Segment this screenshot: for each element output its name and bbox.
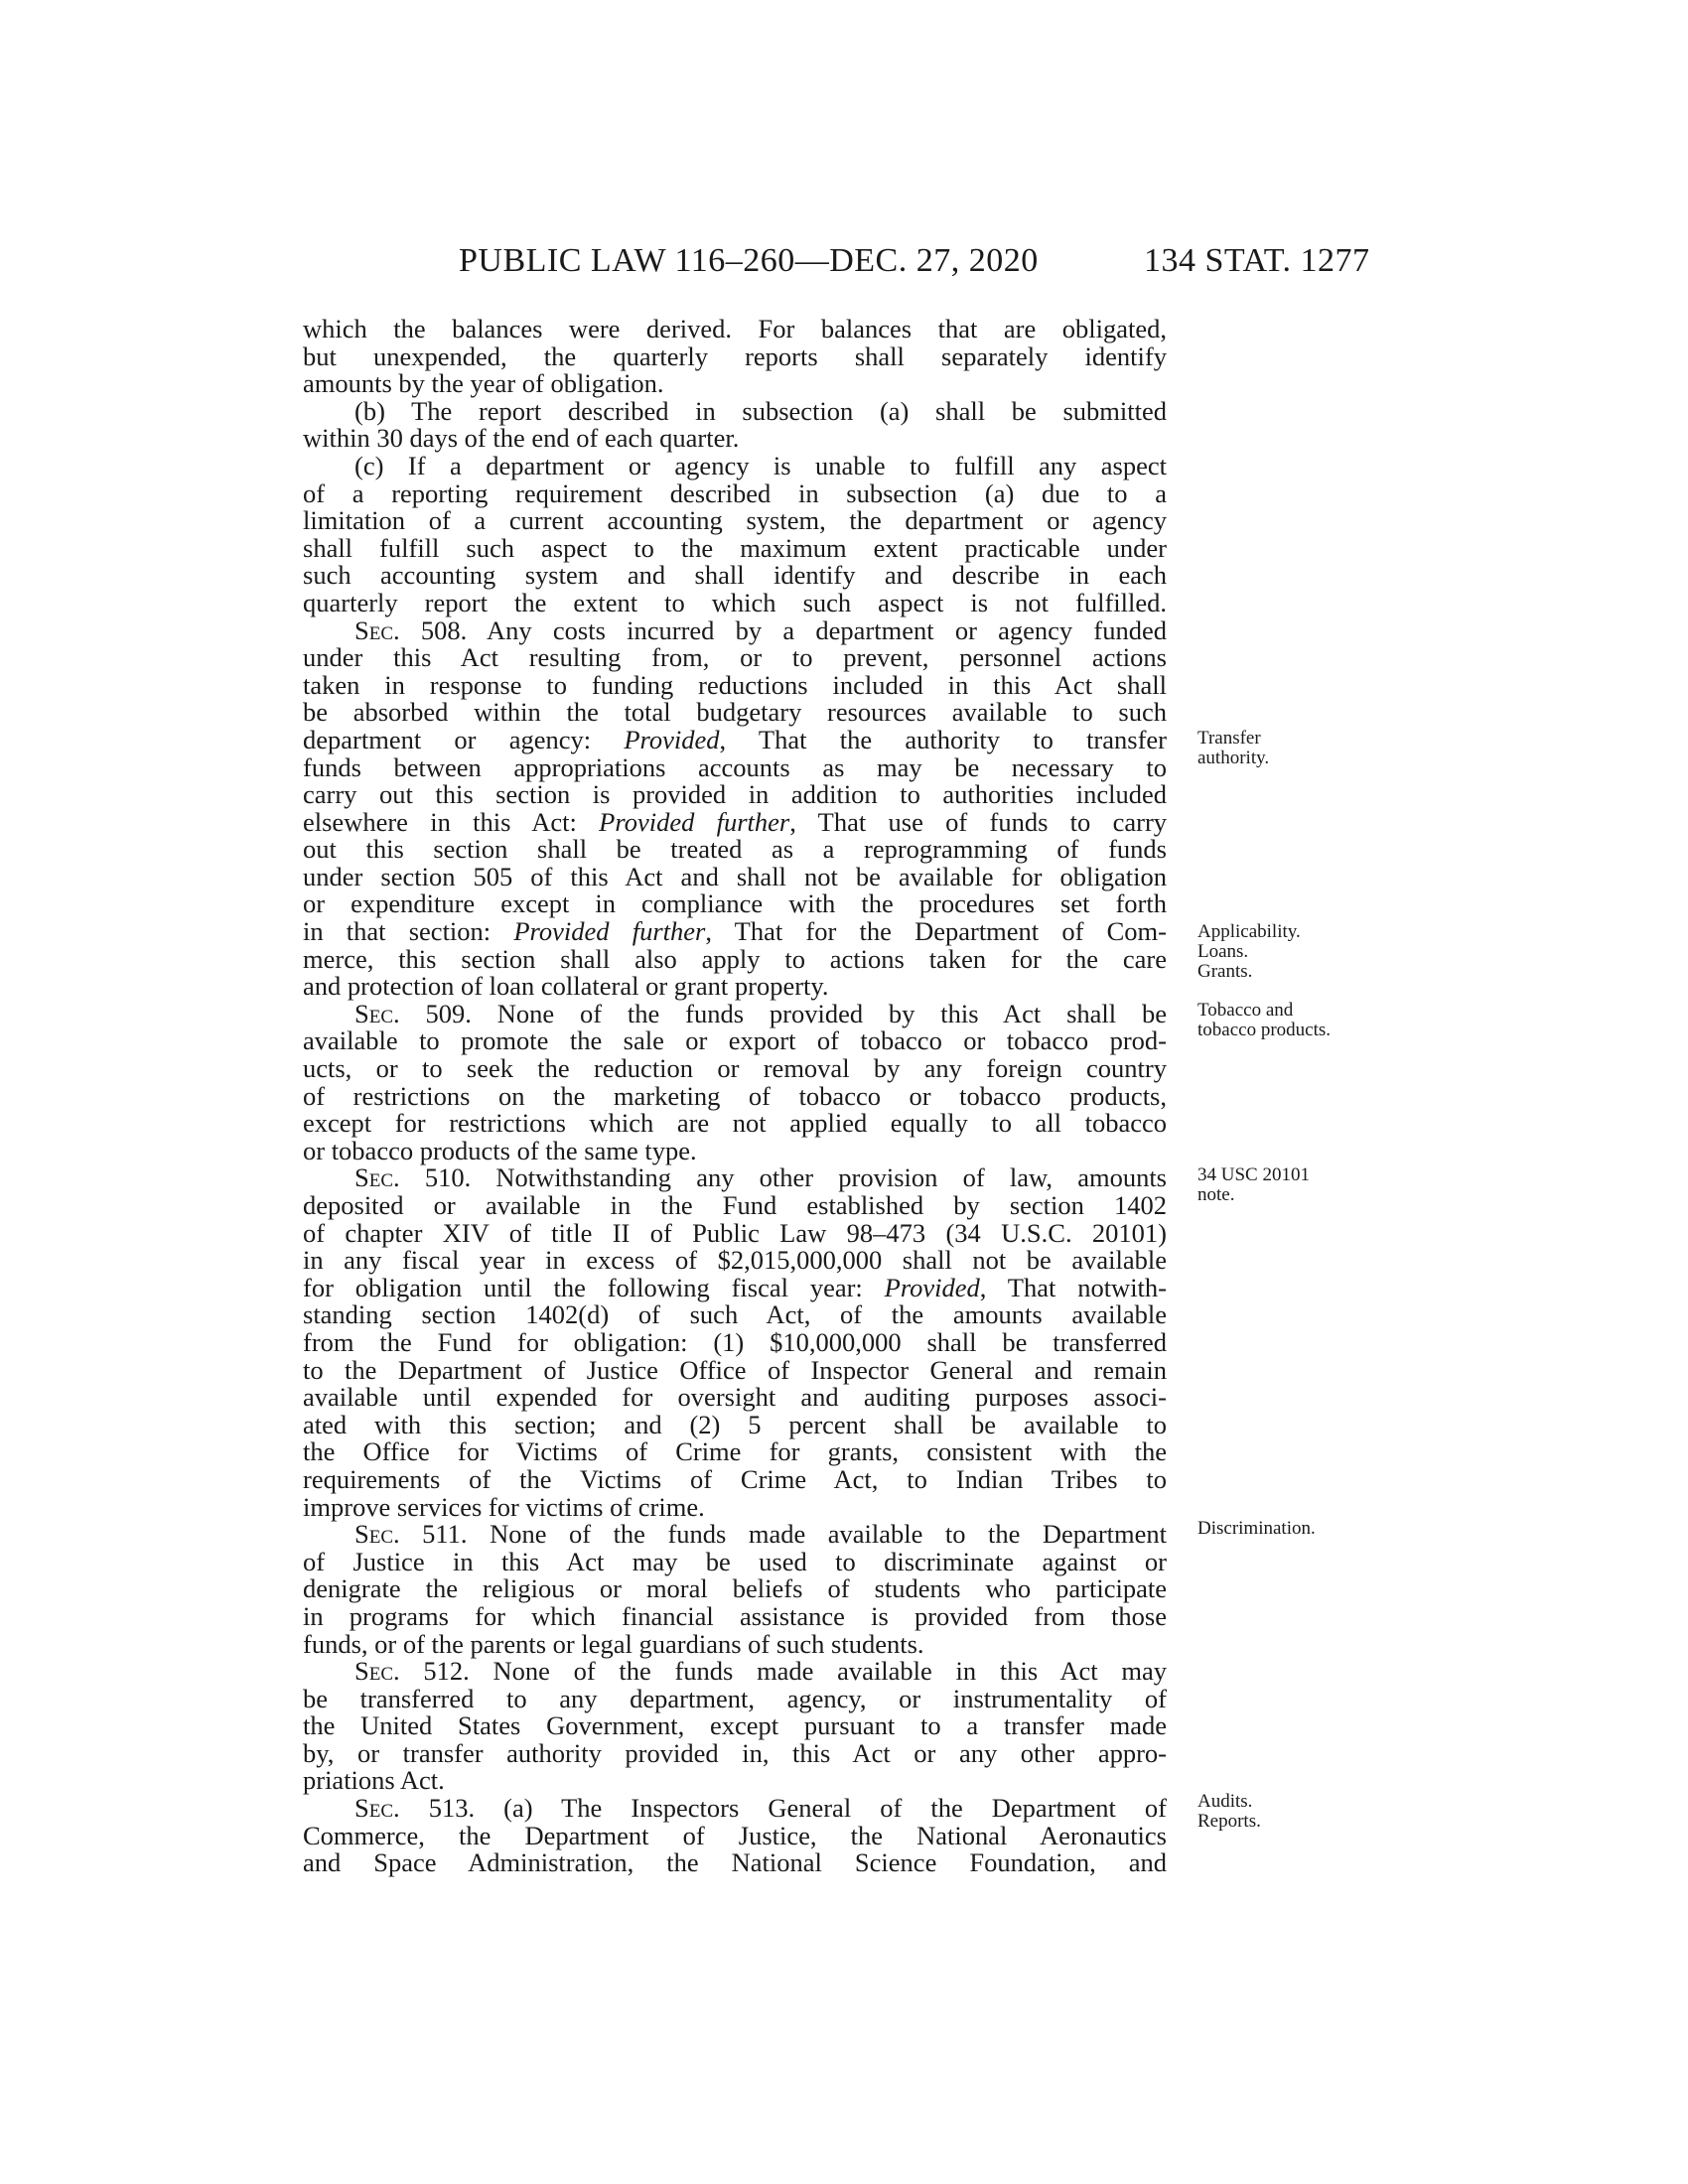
body-line: available to promote the sale or export of tobacco or tobacco prod- (303, 1025, 1167, 1056)
body-line: or expenditure except in compliance with the procedures set forth (303, 888, 1167, 919)
margin-note-grants: Grants. (1197, 961, 1253, 982)
body-line: improve services for victims of crime. (303, 1491, 705, 1522)
body-line: or tobacco products of the same type. (303, 1135, 697, 1165)
margin-note-audits: Audits. (1197, 1791, 1253, 1812)
body-line: standing section 1402(d) of such Act, of the amounts available (303, 1299, 1167, 1330)
body-line: of restrictions on the marketing of tobacco or tobacco products, (303, 1080, 1167, 1111)
body-line: (b) The report described in subsection (a) shall be submitted (354, 395, 1167, 426)
body-line: Sec. 510. Notwithstanding any other provision of law, amounts (354, 1162, 1167, 1193)
body-line: by, or transfer authority provided in, this Act or any other appro- (303, 1737, 1167, 1768)
body-line: which the balances were derived. For balances that are obligated, (303, 314, 1167, 343)
margin-note-note: note. (1197, 1184, 1235, 1205)
body-line: Commerce, the Department of Justice, the National Aeronautics (303, 1820, 1167, 1850)
body-line: limitation of a current accounting system, the department or agency (303, 505, 1167, 536)
body-line: taken in response to funding reductions included in this Act shall (303, 669, 1167, 700)
body-line: in any fiscal year in excess of $2,015,000,000 shall not be available (303, 1245, 1167, 1276)
body-line: shall fulfill such aspect to the maximum extent practicable under (303, 532, 1167, 563)
body-line: the United States Government, except pursuant to a transfer made (303, 1710, 1167, 1741)
body-line: (c) If a department or agency is unable to fulfill any aspect (354, 450, 1167, 480)
body-line: carry out this section is provided in addition to authorities included (303, 779, 1167, 810)
body-line: and Space Administration, the National Science Foundation, and (303, 1847, 1167, 1878)
body-line: and protection of loan collateral or grant property. (303, 971, 829, 1002)
margin-note-discrimination: Discrimination. (1197, 1518, 1316, 1539)
page-header (0, 242, 1688, 288)
body-line: be absorbed within the total budgetary resources available to such (303, 697, 1167, 728)
body-line: Sec. 512. None of the funds made available in this Act may (354, 1656, 1167, 1687)
body-line: department or agency: Provided, That the authority to transfer (303, 724, 1167, 754)
body-line: of a reporting requirement described in subsection (a) due to a (303, 478, 1167, 508)
body-line: Sec. 511. None of the funds made available to the Department (354, 1519, 1167, 1550)
body-line: from the Fund for obligation: (1) $10,000,000 shall be transferred (303, 1326, 1167, 1357)
margin-note-loans: Loans. (1197, 941, 1249, 962)
body-line: elsewhere in this Act: Provided further, That use of funds to carry (303, 806, 1168, 837)
body-line: amounts by the year of obligation. (303, 368, 664, 399)
body-line: ucts, or to seek the reduction or removal by any foreign country (303, 1053, 1167, 1084)
margin-note-authority: authority. (1197, 748, 1270, 768)
page-header-stat-citation: 134 STAT. 1277 (1144, 242, 1370, 279)
body-line: out this section shall be treated as a reprogramming of funds (303, 834, 1167, 865)
body-line: except for restrictions which are not applied equally to all tobacco (303, 1108, 1167, 1139)
body-line: in programs for which financial assistance is provided from those (303, 1600, 1167, 1631)
body-line: funds, or of the parents or legal guardians of such students. (303, 1628, 924, 1659)
body-line: for obligation until the following fiscal year: Provided, That notwith- (303, 1272, 1167, 1302)
body-line: in that section: Provided further, That for the Department of Com- (303, 916, 1167, 947)
margin-note-tobacco-products: tobacco products. (1197, 1020, 1332, 1040)
body-line: priations Act. (303, 1765, 445, 1796)
margin-note-transfer: Transfer (1197, 728, 1261, 749)
body-line: the Office for Victims of Crime for grants, consistent with the (303, 1436, 1167, 1467)
margin-note-tobacco: Tobacco and (1197, 1000, 1294, 1021)
body-line: such accounting system and shall identify and describe in each (303, 560, 1167, 591)
margin-note-reports: Reports. (1197, 1811, 1261, 1832)
body-line: Sec. 508. Any costs incurred by a department or agency funded (354, 614, 1167, 645)
body-line: under this Act resulting from, or to prevent, personnel actions (303, 642, 1167, 673)
body-line: requirements of the Victims of Crime Act, to Indian Tribes to (303, 1463, 1167, 1494)
body-line: denigrate the religious or moral beliefs of students who participate (303, 1573, 1167, 1604)
body-line: Sec. 513. (a) The Inspectors General of the Department of (354, 1793, 1167, 1824)
body-line: to the Department of Justice Office of Inspector General and remain (303, 1354, 1167, 1385)
margin-note-usc-citation: 34 USC 20101 (1197, 1164, 1310, 1185)
body-line: funds between appropriations accounts as may be necessary to (303, 751, 1167, 782)
body-line: merce, this section shall also apply to actions taken for the care (303, 943, 1167, 974)
body-text (303, 316, 1167, 1877)
body-line: be transferred to any department, agency, or instrumentality of (303, 1683, 1167, 1713)
body-line: available until expended for oversight and auditing purposes associ- (303, 1382, 1167, 1413)
page-header-title: PUBLIC LAW 116–260—DEC. 27, 2020 (459, 242, 1039, 279)
body-line: but unexpended, the quarterly reports shall separately identify (303, 341, 1167, 371)
body-line: ated with this section; and (2) 5 percent shall be available to (303, 1409, 1167, 1439)
body-line: of Justice in this Act may be used to discriminate against or (303, 1546, 1167, 1576)
margin-note-applicability: Applicability. (1197, 921, 1301, 942)
body-line: within 30 days of the end of each quarter. (303, 423, 740, 454)
body-line: quarterly report the extent to which such aspect is not fulfilled. (303, 587, 1167, 617)
body-line: Sec. 509. None of the funds provided by this Act shall be (354, 998, 1167, 1028)
body-line: deposited or available in the Fund established by section 1402 (303, 1190, 1167, 1220)
body-line: of chapter XIV of title II of Public Law 98–473 (34 U.S.C. 20101) (303, 1217, 1167, 1248)
body-line: under section 505 of this Act and shall not be available for obligation (303, 861, 1167, 891)
